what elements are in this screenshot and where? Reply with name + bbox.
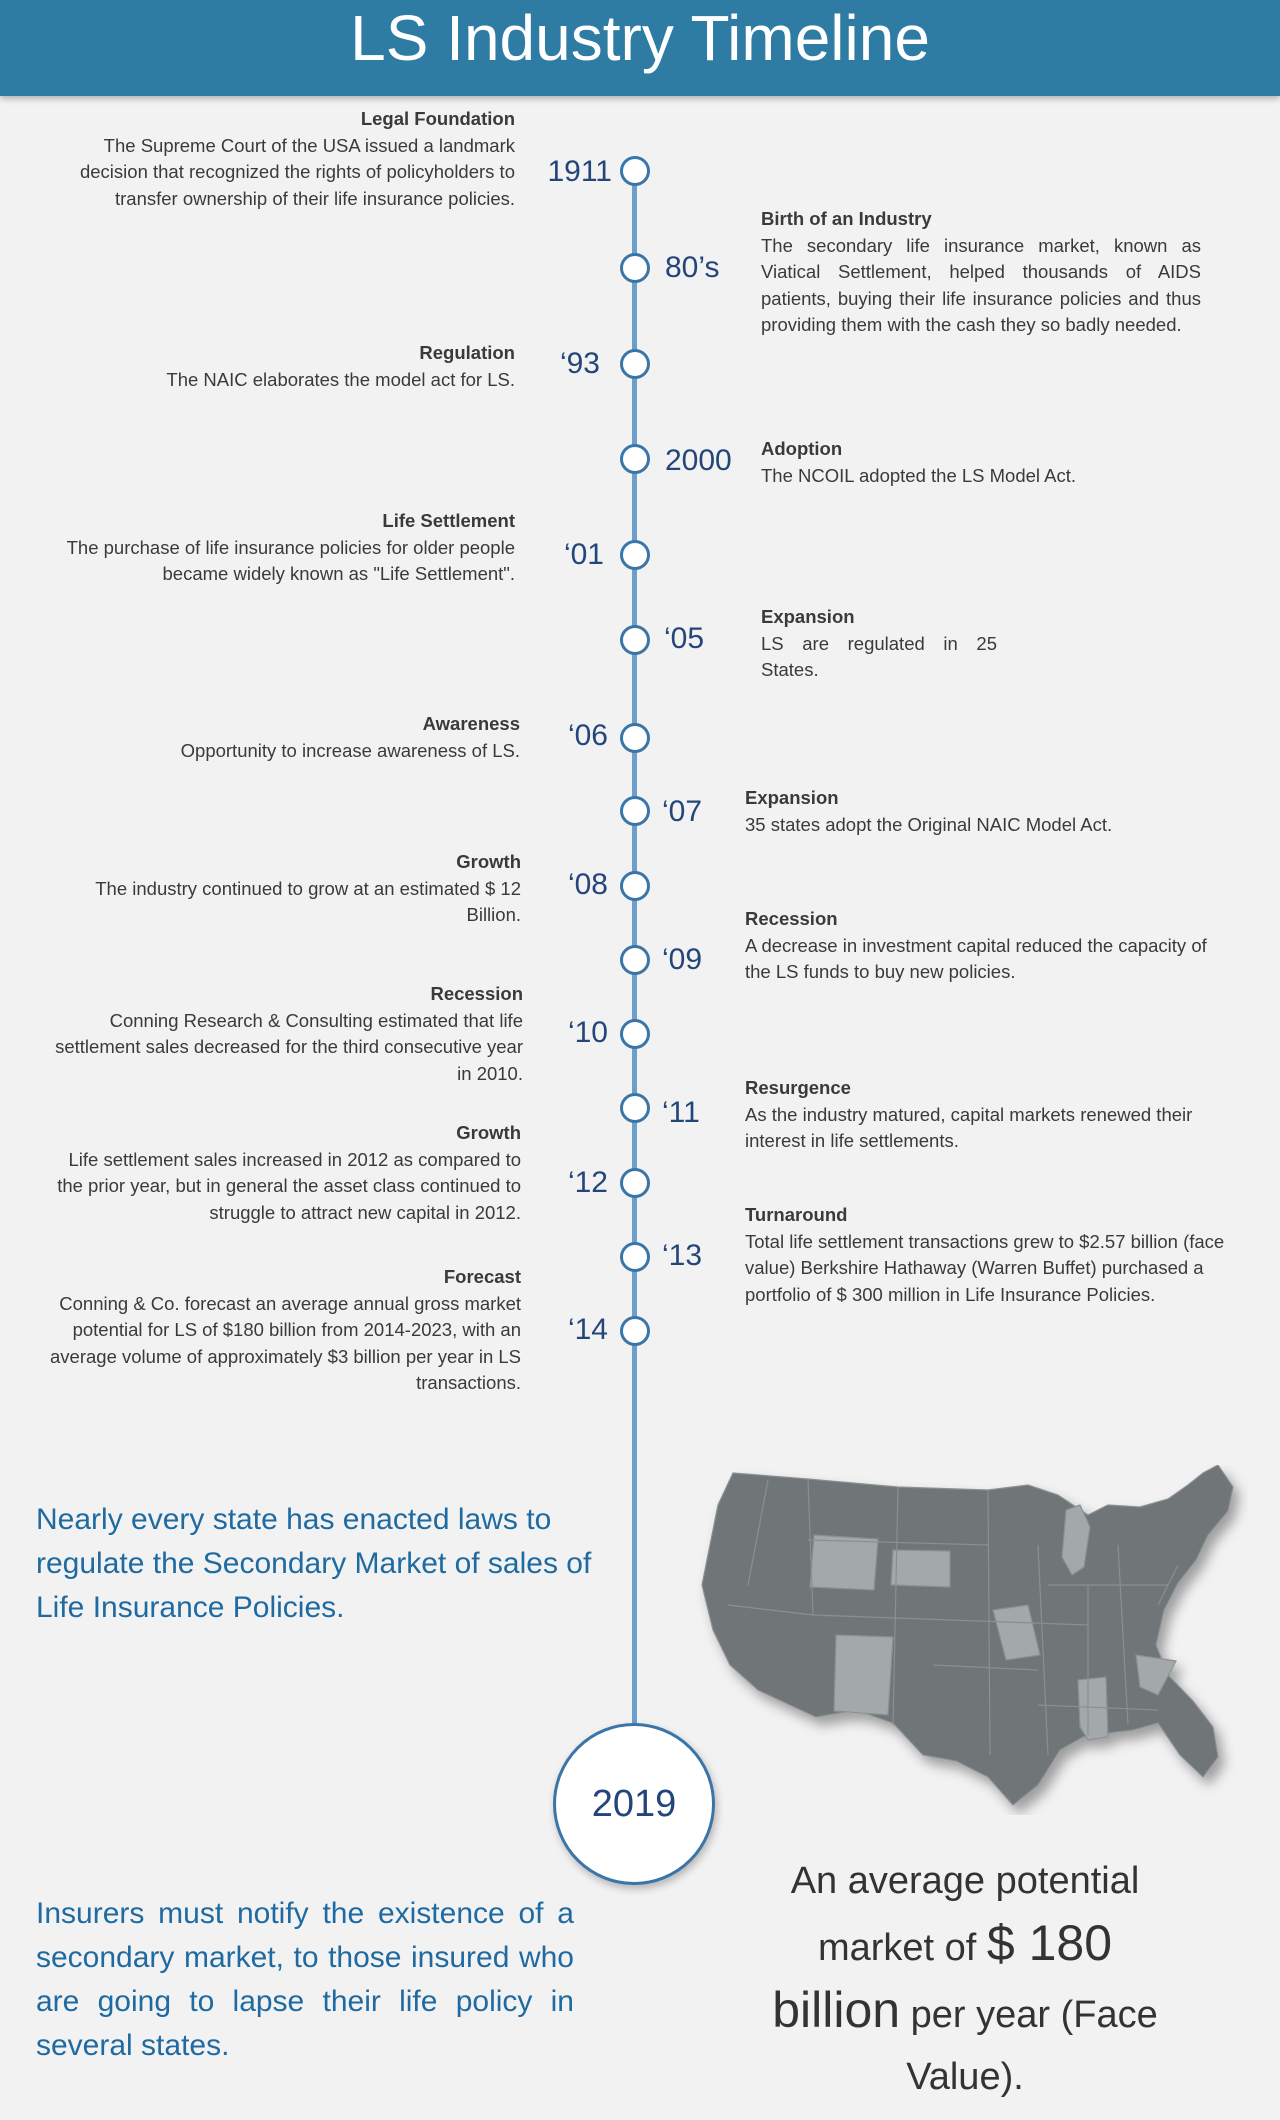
event-text: The NCOIL adopted the LS Model Act. <box>761 464 1077 486</box>
timeline-node <box>620 253 650 283</box>
timeline-node <box>620 349 650 379</box>
timeline-node <box>620 723 650 753</box>
timeline-node <box>620 540 650 570</box>
event-text: The Supreme Court of the USA issued a landmark decision that recognized the rights of policyholders to transfer ownership of their life insurance policies. <box>79 134 515 209</box>
event-text: Conning Research & Consulting estimated that life settlement sales decreased for the third consecutive year in 2010. <box>55 1009 523 1084</box>
year-label: ‘10 <box>567 1016 608 1049</box>
timeline-node <box>620 1242 650 1272</box>
event-text: Opportunity to increase awareness of LS. <box>180 739 520 761</box>
note-state-laws: Nearly every state has enacted laws to regulate the Secondary Market of sales of Life Insurance Policies. <box>36 1503 592 1624</box>
year-label: 80’s <box>665 251 720 284</box>
year-label: ‘05 <box>664 622 705 655</box>
event-life-settlement <box>55 508 515 588</box>
event-expansion-05 <box>761 604 997 684</box>
usa-map-icon <box>688 1465 1248 1815</box>
year-label: ‘13 <box>662 1239 703 1272</box>
year-label: 2000 <box>665 444 732 477</box>
event-text: Life settlement sales increased in 2012 as compared to the prior year, but in general the asset class continued to struggle to attract new capital in 2012. <box>57 1148 521 1223</box>
event-text: The NAIC elaborates the model act for LS. <box>166 368 515 390</box>
timeline-node <box>620 796 650 826</box>
event-text: LS are regulated in 25 States. <box>761 632 997 680</box>
final-year-label: 2019 <box>591 1782 677 1825</box>
year-label: ‘07 <box>662 795 703 828</box>
event-growth-08 <box>55 849 521 929</box>
event-title: Legal Foundation <box>360 108 515 129</box>
market-text-part2: per year (Face Value). <box>900 1994 1158 2098</box>
event-text: As the industry matured, capital markets renewed their interest in life settlements. <box>745 1103 1193 1151</box>
timeline-node <box>620 156 650 186</box>
event-title: Turnaround <box>745 1204 848 1225</box>
event-title: Expansion <box>745 787 839 808</box>
year-label: ‘12 <box>567 1166 608 1199</box>
year-label: ‘14 <box>567 1313 608 1346</box>
year-label: ‘93 <box>559 347 600 380</box>
event-text: The purchase of life insurance policies for older people became widely known as "Life Settlement". <box>66 536 515 584</box>
event-adoption <box>761 436 1201 489</box>
note-insurers: Insurers must notify the existence of a secondary market, to those insured who are going to lapse their life policy in several states. <box>36 1897 574 2062</box>
event-title: Resurgence <box>745 1077 851 1098</box>
event-title: Awareness <box>422 713 520 734</box>
event-title: Recession <box>745 908 838 929</box>
event-recession-10 <box>55 981 523 1087</box>
event-awareness <box>55 711 520 764</box>
event-turnaround <box>745 1202 1230 1308</box>
event-growth-12 <box>55 1120 521 1226</box>
timeline-node <box>620 945 650 975</box>
event-title: Birth of an Industry <box>761 208 932 229</box>
event-title: Forecast <box>443 1266 521 1287</box>
year-label: ‘08 <box>567 868 608 901</box>
market-potential <box>755 1850 1175 2108</box>
year-label: ‘11 <box>662 1096 700 1129</box>
timeline-node <box>620 1093 650 1123</box>
event-text: A decrease in investment capital reduced the capacity of the LS funds to buy new policies. <box>745 934 1207 982</box>
event-title: Expansion <box>761 606 855 627</box>
event-text: The secondary life insurance market, known as Viatical Settlement, helped thousands of AIDS patients, buying their life insurance policies and thus providing them with the cash they so badly needed. <box>761 234 1201 335</box>
market-text-part1: An average potential market of <box>790 1860 1140 1969</box>
event-title: Recession <box>430 983 523 1004</box>
timeline-node <box>620 1316 650 1346</box>
event-regulation <box>55 340 515 393</box>
event-forecast <box>25 1264 521 1397</box>
event-expansion-07 <box>745 785 1205 838</box>
event-text: Conning & Co. forecast an average annual gross market potential for LS of $180 billion from 2014-2023, with an average volume of approximately $3 billion per year in LS transactions. <box>50 1292 521 1393</box>
event-recession-09 <box>745 906 1230 986</box>
header-banner <box>0 0 1280 96</box>
event-legal-foundation <box>55 106 515 212</box>
event-title: Growth <box>456 851 521 872</box>
year-label: 1911 <box>547 155 612 188</box>
event-title: Growth <box>456 1122 521 1143</box>
event-text: 35 states adopt the Original NAIC Model Act. <box>745 813 1113 835</box>
market-amount: $ 180 <box>986 1915 1113 1971</box>
year-label: ‘06 <box>567 719 608 752</box>
event-title: Adoption <box>761 438 843 459</box>
timeline-node <box>620 625 650 655</box>
event-title: Life Settlement <box>382 510 515 531</box>
event-title: Regulation <box>419 342 515 363</box>
timeline-node <box>620 444 650 474</box>
market-unit: billion <box>772 1982 901 2038</box>
event-text: Total life settlement transactions grew to $2.57 billion (face value) Berkshire Hathaway (Warren Buffet) purchased a portfolio of $ 300 million in Life Insurance Policies. <box>745 1230 1225 1305</box>
timeline-node <box>620 1168 650 1198</box>
year-label: ‘01 <box>563 538 604 571</box>
year-label: ‘09 <box>662 943 703 976</box>
event-text: The industry continued to grow at an estimated $ 12 Billion. <box>95 877 521 925</box>
final-year-circle <box>553 1723 715 1885</box>
event-birth-of-industry <box>761 206 1201 339</box>
timeline-node <box>620 1019 650 1049</box>
page-title: LS Industry Timeline <box>350 2 930 74</box>
timeline-node <box>620 871 650 901</box>
event-resurgence <box>745 1075 1230 1155</box>
